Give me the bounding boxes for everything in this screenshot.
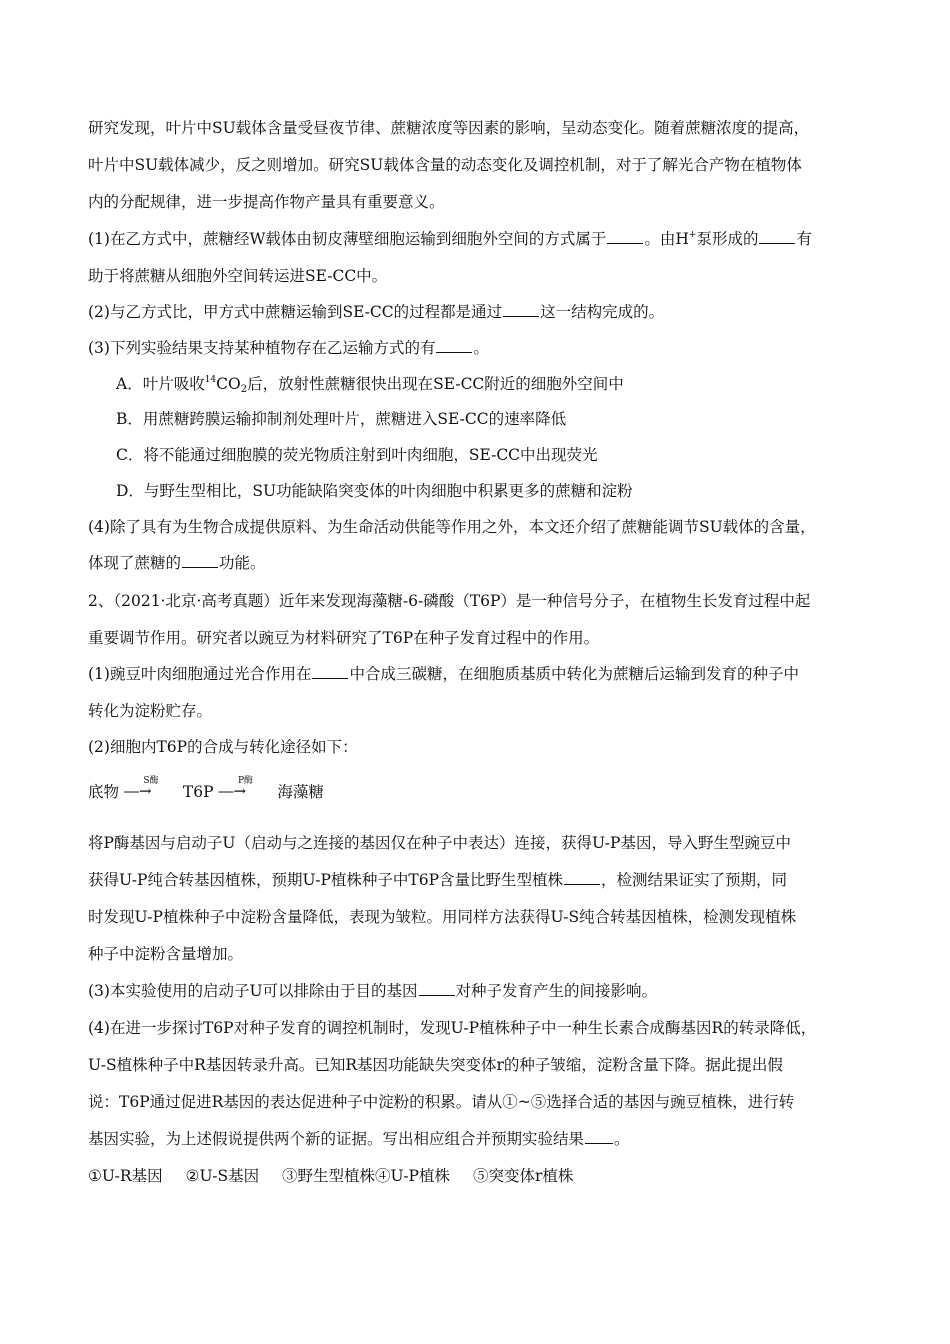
choice-list [88, 1166, 573, 1186]
pathway-diagram [88, 776, 324, 803]
option-a: A．叶片吸收$^{14}CO_2$后，放射性蔗糖很快出现在SE-CC附近的细胞外空间中 [116, 375, 624, 395]
choice-1: ①U-R基因 [88, 1167, 163, 1185]
arrow-glyph: ―→ [218, 782, 247, 800]
part-4-line-3: 说：T6P通过促进R基因的表达促进种子中淀粉的积累。请从①~⑤选择合适的基因与豌豆植株，进行转 [88, 1093, 795, 1111]
answer-blank[interactable] [182, 553, 218, 568]
part-4-line-4: 基因实验，为上述假说提供两个新的证据。写出相应组合并预期实验结果 。 [88, 1130, 630, 1148]
option-b: B．用蔗糖跨膜运输抑制剂处理叶片，蔗糖进入SE-CC的速率降低 [116, 410, 567, 428]
answer-blank[interactable] [419, 981, 455, 996]
choice-2: ②U-S基因 [185, 1167, 260, 1185]
pathway-intermediate: T6P [182, 783, 214, 801]
question-3: (3)下列实验结果支持某种植物存在乙运输方式的有 。 [88, 339, 489, 357]
question-4-line-2: 体现了蔗糖的 功能。 [88, 554, 266, 572]
part-2-line-2: 获得U-P纯合转基因植株，预期U-P植株种子中T6P含量比野生型植株 ，检测结果证实了预期，同 [88, 871, 788, 889]
part-4-line-2: U-S植株种子中R基因转录升高。已知R基因功能缺失突变体r的种子皱缩，淀粉含量下降。据此提出假 [88, 1056, 783, 1074]
answer-blank[interactable] [564, 870, 600, 885]
answer-blank[interactable] [503, 302, 539, 317]
enzyme-1-label: S酶 [143, 776, 159, 786]
answer-blank[interactable] [436, 338, 472, 353]
part-2-line-3: 时发现U-P植株种子中淀粉含量降低，表现为皱粒。用同样方法获得U-S纯合转基因植株，检测发现植株 [88, 908, 797, 926]
part-3: (3)本实验使用的启动子U可以排除由于目的基因 对种子发育产生的间接影响。 [88, 982, 658, 1000]
answer-blank[interactable] [607, 229, 643, 244]
answer-blank[interactable] [312, 664, 348, 679]
intro-line-2: 叶片中SU载体减少，反之则增加。研究SU载体含量的动态变化及调控机制，对于了解光合产物在植物体 [88, 156, 802, 174]
arrow-2 [218, 776, 272, 803]
part-2-line-1: 将P酶基因与启动子U（启动与之连接的基因仅在种子中表达）连接，获得U-P基因，导入野生型豌豆中 [88, 834, 791, 852]
answer-blank[interactable] [585, 1129, 613, 1144]
question-1-line-2: 助于将蔗糖从细胞外空间转运进SE-CC中。 [88, 267, 388, 285]
intro-line-1: 研究发现，叶片中SU载体含量受昼夜节律、蔗糖浓度等因素的影响，呈动态变化。随着蔗糖浓度的提高， [88, 119, 810, 137]
question-4-line-1: (4)除了具有为生物合成提供原料、为生命活动供能等作用之外，本文还介绍了蔗糖能调节SU载体的含量， [88, 518, 816, 536]
pathway-product: 海藻糖 [277, 783, 324, 801]
enzyme-2-label: P酶 [237, 776, 253, 786]
question-1-line-1: (1)在乙方式中，蔗糖经W载体由韧皮薄壁细胞运输到细胞外空间的方式属于 。由H+泵形成的 有 [88, 230, 812, 248]
choice-5: ⑤突变体r植株 [472, 1167, 574, 1185]
part-2-line-4: 种子中淀粉含量增加。 [88, 945, 244, 963]
arrow-1 [123, 776, 178, 803]
part-4-line-1: (4)在进一步探讨T6P对种子发育的调控机制时，发现U-P植株种子中一种生长素合成酶基因R的转录降低， [88, 1019, 817, 1037]
part-2-heading: (2)细胞内T6P的合成与转化途径如下： [88, 738, 358, 756]
problem-2-line-2: 重要调节作用。研究者以豌豆为材料研究了T6P在种子发育过程中的作用。 [88, 629, 600, 647]
option-d: D．与野生型相比，SU功能缺陷突变体的叶肉细胞中积累更多的蔗糖和淀粉 [116, 482, 633, 500]
problem-2-line-1: 2、（2021·北京·高考真题）近年来发现海藻糖-6-磷酸（T6P）是一种信号分子，在植物生长发育过程中起 [88, 592, 811, 610]
question-2: (2)与乙方式比，甲方式中蔗糖运输到SE-CC的过程都是通过 这一结构完成的。 [88, 303, 665, 321]
pathway-substrate: 底物 [88, 783, 120, 801]
intro-line-3: 内的分配规律，进一步提高作物产量具有重要意义。 [88, 193, 445, 211]
part-1-line-1: (1)豌豆叶肉细胞通过光合作用在 中合成三碳糖，在细胞质基质中转化为蔗糖后运输到发育的种子中 [88, 665, 799, 683]
option-c: C．将不能通过细胞膜的荧光物质注射到叶肉细胞，SE-CC中出现荧光 [116, 446, 598, 464]
answer-blank[interactable] [759, 229, 795, 244]
arrow-glyph: ―→ [123, 782, 152, 800]
choice-3-4: ③野生型植株④U-P植株 [282, 1167, 450, 1185]
part-1-line-2: 转化为淀粉贮存。 [88, 702, 213, 720]
